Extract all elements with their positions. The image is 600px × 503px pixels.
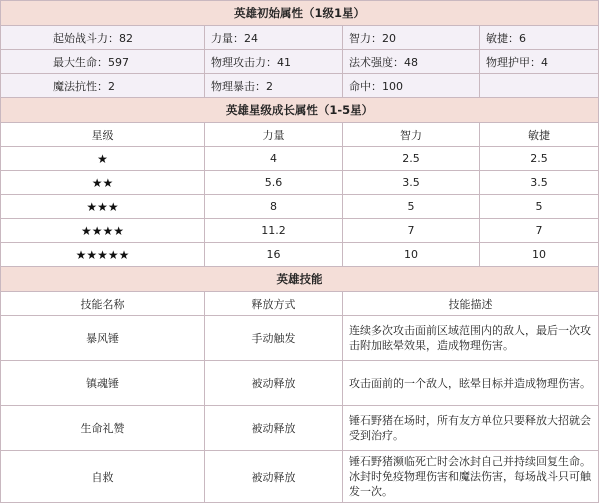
skill-mode: 被动释放 xyxy=(205,406,343,451)
skill-row xyxy=(1,406,599,451)
growth-row xyxy=(1,195,599,219)
stat-cell: 物理攻击力：41 xyxy=(205,50,343,74)
skill-row xyxy=(1,316,599,361)
growth-str: 4 xyxy=(205,147,343,171)
skill-mode: 被动释放 xyxy=(205,451,343,503)
growth-int: 5 xyxy=(343,195,480,219)
growth-row xyxy=(1,219,599,243)
growth-header-int: 智力 xyxy=(343,123,480,147)
growth-header-agi: 敏捷 xyxy=(480,123,599,147)
stat-cell: 法术强度：48 xyxy=(343,50,480,74)
growth-str: 5.6 xyxy=(205,171,343,195)
growth-agi: 3.5 xyxy=(480,171,599,195)
skill-desc: 连续多次攻击面前区域范围内的敌人，最后一次攻击附加眩晕效果，造成物理伤害。 xyxy=(343,316,599,361)
skill-name: 生命礼赞 xyxy=(1,406,205,451)
stat-cell: 敏捷：6 xyxy=(480,26,599,50)
stat-cell: 力量：24 xyxy=(205,26,343,50)
skills-header-mode: 释放方式 xyxy=(205,292,343,316)
skill-desc: 锤石野猪在场时，所有友方单位只要释放大招就会受到治疗。 xyxy=(343,406,599,451)
base-stats-row xyxy=(1,74,599,98)
growth-row xyxy=(1,171,599,195)
growth-header-stars: 星级 xyxy=(1,123,205,147)
growth-str: 11.2 xyxy=(205,219,343,243)
skill-row xyxy=(1,361,599,406)
stat-cell: 智力：20 xyxy=(343,26,480,50)
base-stats-row xyxy=(1,50,599,74)
growth-header-str: 力量 xyxy=(205,123,343,147)
growth-int: 10 xyxy=(343,243,480,267)
growth-agi: 5 xyxy=(480,195,599,219)
star-rating: ★★★★ xyxy=(1,219,205,243)
growth-str: 8 xyxy=(205,195,343,219)
stat-cell: 命中：100 xyxy=(343,74,480,98)
skill-mode: 手动触发 xyxy=(205,316,343,361)
star-rating: ★ xyxy=(1,147,205,171)
growth-row xyxy=(1,147,599,171)
skills-header-name: 技能名称 xyxy=(1,292,205,316)
star-rating: ★★★★★ xyxy=(1,243,205,267)
skill-name: 自救 xyxy=(1,451,205,503)
growth-int: 7 xyxy=(343,219,480,243)
skill-desc: 锤石野猪濒临死亡时会冰封自己并持续回复生命。冰封时免疫物理伤害和魔法伤害，每场战斗只可触发一次。 xyxy=(343,451,599,503)
base-stats-row xyxy=(1,26,599,50)
stat-cell: 物理护甲：4 xyxy=(480,50,599,74)
skills-header-row xyxy=(1,292,599,316)
skills-header-desc: 技能描述 xyxy=(343,292,599,316)
stat-cell xyxy=(480,74,599,98)
growth-row xyxy=(1,243,599,267)
growth-agi: 10 xyxy=(480,243,599,267)
growth-agi: 2.5 xyxy=(480,147,599,171)
skill-name: 镇魂锤 xyxy=(1,361,205,406)
skill-desc: 攻击面前的一个敌人，眩晕目标并造成物理伤害。 xyxy=(343,361,599,406)
stat-cell: 魔法抗性：2 xyxy=(1,74,205,98)
base-stats-title: 英雄初始属性（1级1星） xyxy=(1,1,599,26)
skills-title: 英雄技能 xyxy=(1,267,599,292)
growth-str: 16 xyxy=(205,243,343,267)
skill-row xyxy=(1,451,599,503)
skill-mode: 被动释放 xyxy=(205,361,343,406)
stat-cell: 起始战斗力：82 xyxy=(1,26,205,50)
stat-cell: 物理暴击：2 xyxy=(205,74,343,98)
growth-agi: 7 xyxy=(480,219,599,243)
stat-cell: 最大生命：597 xyxy=(1,50,205,74)
growth-title: 英雄星级成长属性（1-5星） xyxy=(1,98,599,123)
growth-int: 2.5 xyxy=(343,147,480,171)
star-rating: ★★ xyxy=(1,171,205,195)
growth-int: 3.5 xyxy=(343,171,480,195)
star-rating: ★★★ xyxy=(1,195,205,219)
skill-name: 暴风锤 xyxy=(1,316,205,361)
growth-header-row xyxy=(1,123,599,147)
